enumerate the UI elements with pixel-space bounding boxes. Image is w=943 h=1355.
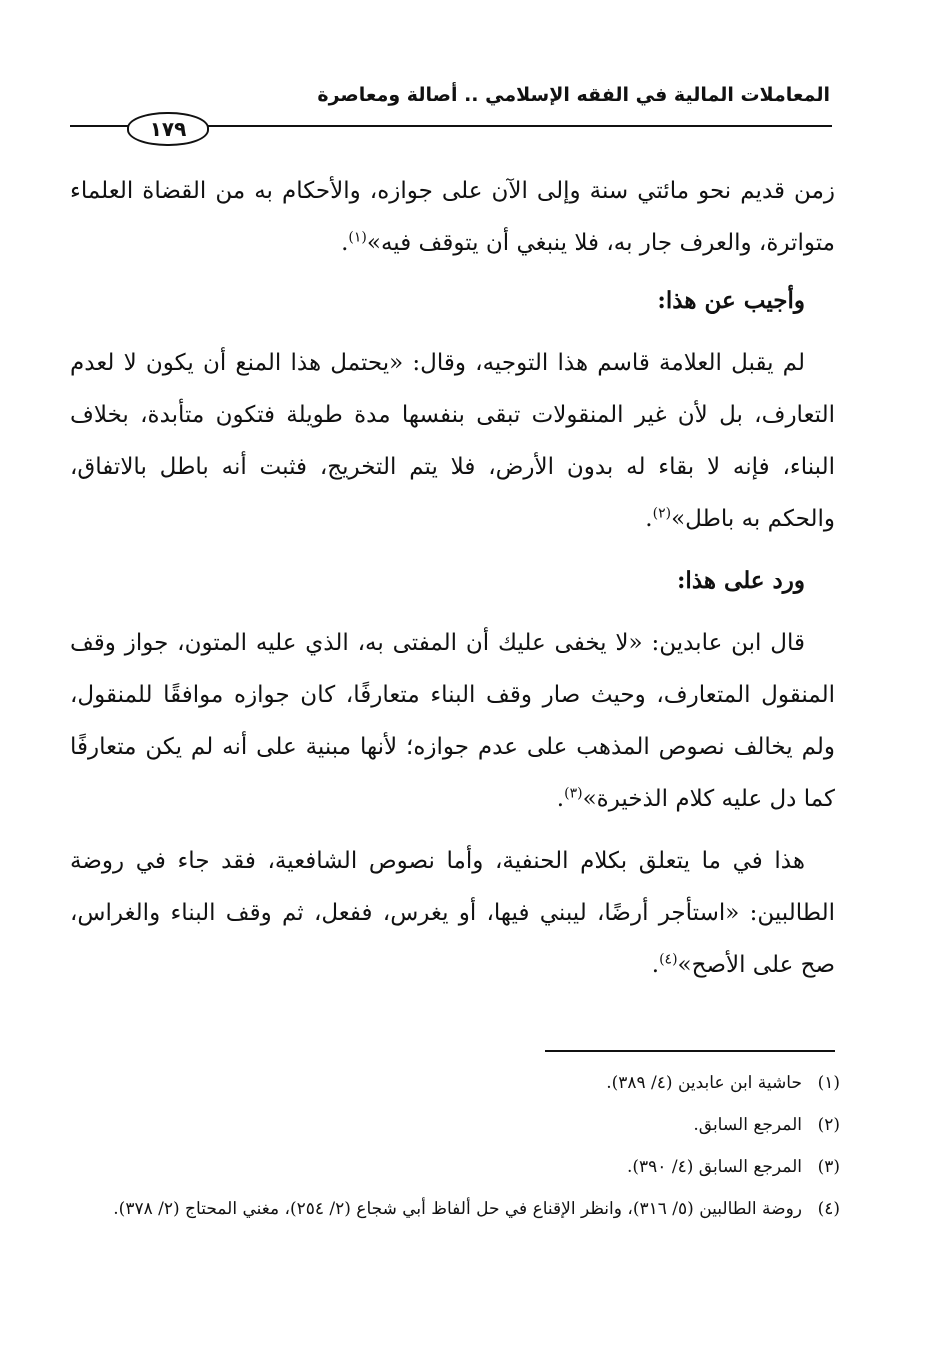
footnote-ref-2: (٢)	[652, 505, 672, 522]
main-text	[70, 165, 835, 1001]
paragraph-4-text: هذا في ما يتعلق بكلام الحنفية، وأما نصوص الشافعية، فقد جاء في روضة الطالبين: «استأجر أرضًا، ليبني فيها، أو يغرس، ففعل، ثم وقف البناء والغراس، صح على الأصح»	[70, 848, 835, 978]
footnote-text: روضة الطالبين (٥/ ٣١٦)، وانظر الإقناع في حل ألفاظ أبي شجاع (٢/ ٢٥٤)، مغني المحتاج (٢/ ٣٧٨).	[113, 1199, 802, 1219]
footnote-ref-4: (٤)	[659, 951, 678, 968]
footnote-number: (٤)	[817, 1199, 840, 1219]
footnote-ref-3: (٣)	[564, 785, 583, 802]
paragraph-1-text: زمن قديم نحو مائتي سنة وإلى الآن على جوازه، والأحكام به من القضاة العلماء متواترة، والعرف جار به، فلا ينبغي أن يتوقف فيه»	[70, 178, 835, 256]
footnote-number: (١)	[817, 1073, 840, 1093]
footnote-3	[75, 1152, 840, 1182]
section-heading-2: ورد على هذا:	[676, 567, 805, 594]
footnote-text: المرجع السابق (٤/ ٣٩٠).	[627, 1157, 802, 1177]
footnote-ref-1: (١)	[348, 229, 367, 246]
footnote-2	[75, 1110, 840, 1140]
footnote-text: المرجع السابق.	[693, 1115, 802, 1135]
footnote-separator	[545, 1050, 835, 1052]
running-head-title: المعاملات المالية في الفقه الإسلامي .. أصالة ومعاصرة	[317, 84, 830, 106]
footnotes-section	[75, 1068, 840, 1236]
footnote-4	[75, 1194, 840, 1224]
paragraph-2-text: لم يقبل العلامة قاسم هذا التوجيه، وقال: «يحتمل هذا المنع أن يكون لا لعدم التعارف، بل لأن غير المنقولات تبقى بنفسها مدة طويلة فتكون متأبدة، بخلاف البناء، فإنه لا بقاء له بدون الأرض، فلا يتم التخريج، فثبت أنه باطل بالاتفاق، والحكم به باطل»	[70, 350, 835, 532]
section-heading-1: وأجيب عن هذا:	[657, 287, 805, 314]
footnote-number: (٢)	[817, 1115, 840, 1135]
footnote-number: (٣)	[817, 1157, 840, 1177]
footnote-text: حاشية ابن عابدين (٤/ ٣٨٩).	[606, 1073, 802, 1093]
paragraph-4	[70, 835, 835, 991]
paragraph-1-end: .	[341, 230, 349, 256]
paragraph-4-end: .	[651, 952, 660, 978]
paragraph-2	[70, 337, 835, 545]
footnote-1	[75, 1068, 840, 1098]
paragraph-3-text: قال ابن عابدين: «لا يخفى عليك أن المفتى به، الذي عليه المتون، جواز وقف المنقول المتعارف، وحيث صار وقف البناء متعارفًا، كان جوازه موافقًا للمنقول، ولم يخالف نصوص المذهب على عدم جوازه؛ لأنها مبنية على أنه لم يكن متعارفًا كما دل عليه كلام الذخيرة»	[70, 630, 835, 812]
paragraph-3-end: .	[556, 786, 565, 812]
paragraph-3	[70, 617, 835, 825]
paragraph-1	[70, 165, 835, 269]
paragraph-2-end: .	[645, 506, 653, 532]
page-number-badge: ١٧٩	[127, 112, 209, 146]
